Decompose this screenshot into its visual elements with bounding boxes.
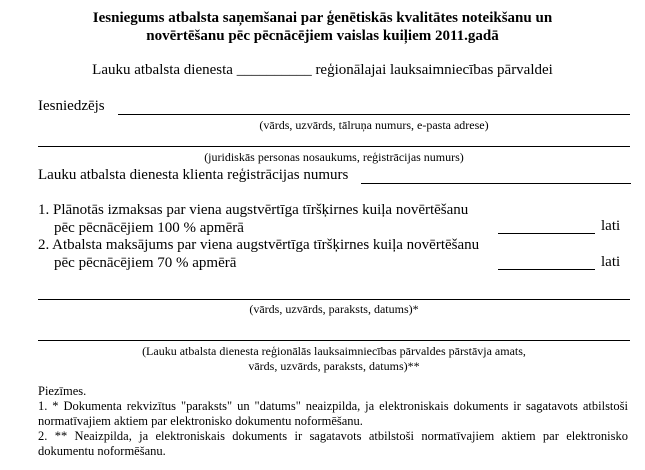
item-1-unit: lati	[601, 218, 621, 234]
office-suffix: reģionālajai lauksaimniecības pārvaldei	[315, 62, 553, 78]
item-2	[38, 236, 479, 272]
title-line-1: Iesniegums atbalsta saņemšanai par ģenētiskās kvalitātes noteikšanu un	[92, 10, 553, 26]
applicant-company-field[interactable]	[38, 146, 630, 147]
applicant-person-caption: (vārds, uzvārds, tālruņa numurs, e-pasta adrese)	[259, 118, 489, 132]
title-line-2: novērtēšanu pēc pēcnācējiem vaislas kuiļiem 2011.gadā	[146, 28, 499, 44]
notes-heading: Piezīmes.	[38, 384, 87, 398]
client-reg-field[interactable]	[361, 183, 631, 184]
applicant-label: Iesniedzējs	[38, 98, 105, 114]
item-2-unit: lati	[601, 254, 621, 270]
office-prefix: Lauku atbalsta dienesta	[92, 62, 233, 78]
note-2: 2. ** Neaizpilda, ja elektroniskais dokuments ir sagatavots atbilstoši normatīvajiem aktiem par elektronisko dokumentu noformēšanu.	[38, 429, 628, 458]
official-signature-field[interactable]	[38, 340, 630, 341]
official-caption-line-1: (Lauku atbalsta dienesta reģionālās lauksaimniecības pārvaldes pārstāvja amats,	[142, 344, 526, 358]
item-2-line-1: 2. Atbalsta maksājums par viena augstvērtīga tīršķirnes kuiļa novērtēšanu	[38, 237, 480, 253]
item-1-line-2: pēc pēcnācējiem 100 % apmērā	[54, 220, 244, 236]
notes-section	[38, 384, 628, 459]
applicant-person-field[interactable]	[118, 114, 630, 115]
applicant-signature-field[interactable]	[38, 299, 630, 300]
client-reg-label: Lauku atbalsta dienesta klienta reģistrācijas numurs	[38, 167, 349, 183]
document-title	[20, 9, 625, 45]
item-2-amount-field[interactable]	[498, 269, 595, 270]
applicant-signature-caption: (vārds, uzvārds, paraksts, datums)*	[249, 302, 419, 316]
item-1-amount-field[interactable]	[498, 233, 595, 234]
applicant-company-caption: (juridiskās personas nosaukums, reģistrācijas numurs)	[204, 150, 464, 164]
official-caption-line-2: vārds, uzvārds, paraksts, datums)**	[248, 359, 420, 373]
item-2-line-2: pēc pēcnācējiem 70 % apmērā	[54, 255, 237, 271]
item-1-line-1: 1. Plānotās izmaksas par viena augstvērtīga tīršķirnes kuiļa novērtēšanu	[38, 202, 469, 218]
item-1	[38, 201, 468, 237]
addressee-line	[20, 62, 625, 79]
office-blank[interactable]: __________	[236, 62, 312, 78]
official-signature-caption	[38, 344, 630, 374]
note-1: 1. * Dokumenta rekvizītus "paraksts" un "datums" neaizpilda, ja elektroniskais dokuments ir sagatavots atbilstoši normatīvajiem aktiem par elektronisko dokumentu noformēšanu.	[38, 399, 628, 428]
